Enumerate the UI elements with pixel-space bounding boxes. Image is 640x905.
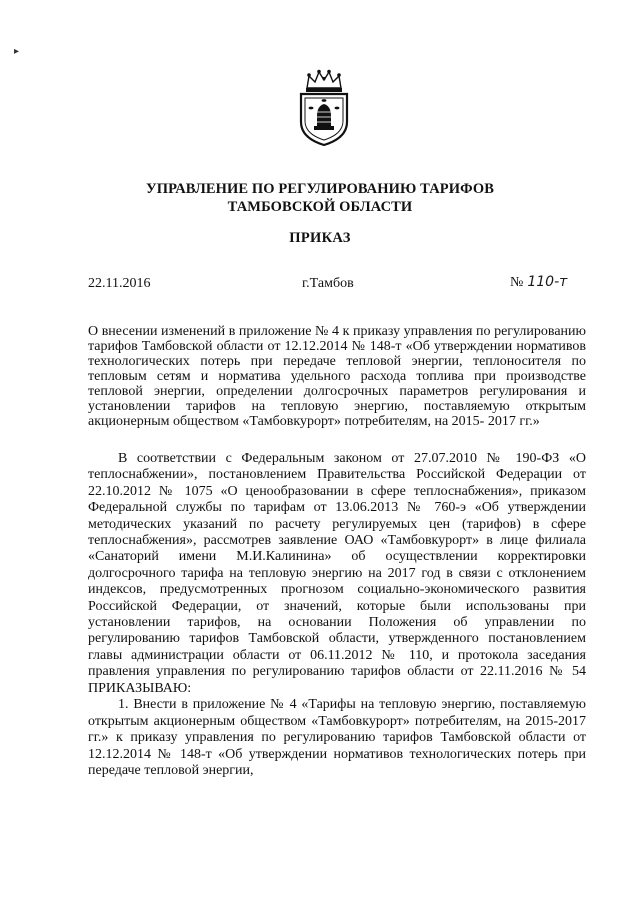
clause-1-paragraph: 1. Внести в приложение № 4 «Тарифы на тепловую энергию, поставляемую открытым акционерным обществом «Тамбовкурорт» потребителям, на 2015-2017 гг.» к приказу управления по регулированию тарифов Тамбовской области от 12.12.2014 № 148-т «Об утверждении нормативов технологических потерь при передаче тепловой энергии, [88,697,586,779]
order-title: ПРИКАЗ [289,230,351,246]
organization-title [0,180,640,216]
order-number-handwritten: 110-т [527,274,568,290]
scan-mark: ▸ [14,46,20,57]
order-subject: О внесении изменений в приложение № 4 к приказу управления по регулированию тарифов Тамбовской области от 12.12.2014 № 148-т «Об утверждении нормативов технологических потерь при передаче тепловой энергии, теплоносителя по тепловым сетям и норматива удельного расхода топлива при производстве тепловой энергии, определении долгосрочных параметров регулирования и установлении тарифов на тепловую энергию, поставляемую открытым акционерным обществом «Тамбовкурорт» потребителям, на 2015- 2017 гг.» [88,324,586,429]
organization-title-line1: УПРАВЛЕНИЕ ПО РЕГУЛИРОВАНИЮ ТАРИФОВ [145,181,495,197]
coat-of-arms-emblem [295,68,353,148]
preamble-paragraph: В соответствии с Федеральным законом от 27.07.2010 № 190-ФЗ «О теплоснабжении», постановлением Правительства Российской Федерации от 22.10.2012 № 1075 «О ценообразовании в сфере теплоснабжения», приказом Федеральной службы по тарифам от 13.06.2013 № 760-э «Об утверждении методических указаний по расчету регулируемых цен (тарифов) в сфере теплоснабжения», рассмотрев заявление ОАО «Тамбовкурорт» в лице филиала «Санаторий имени М.И.Калинина» об осуществлении корректировки долгосрочного тарифа на тепловую энергию на 2017 год в связи с отклонением индексов, предусмотренных прогнозом социально-экономического развития Российской Федерации, от значений, которые были использованы при установлении тарифов, на основании Положения об управлении по регулированию тарифов Тамбовской области, утвержденного постановлением главы администрации области от 06.11.2012 № 110, и протокола заседания правления управления по регулированию тарифов области от 22.11.2016 № 54 ПРИКАЗЫВАЮ: [88,451,586,696]
order-number-prefix: № [510,275,524,290]
order-number [510,274,567,291]
order-city: г.Тамбов [302,276,354,291]
organization-title-line2: ТАМБОВСКОЙ ОБЛАСТИ [227,199,413,215]
order-date: 22.11.2016 [88,276,151,291]
